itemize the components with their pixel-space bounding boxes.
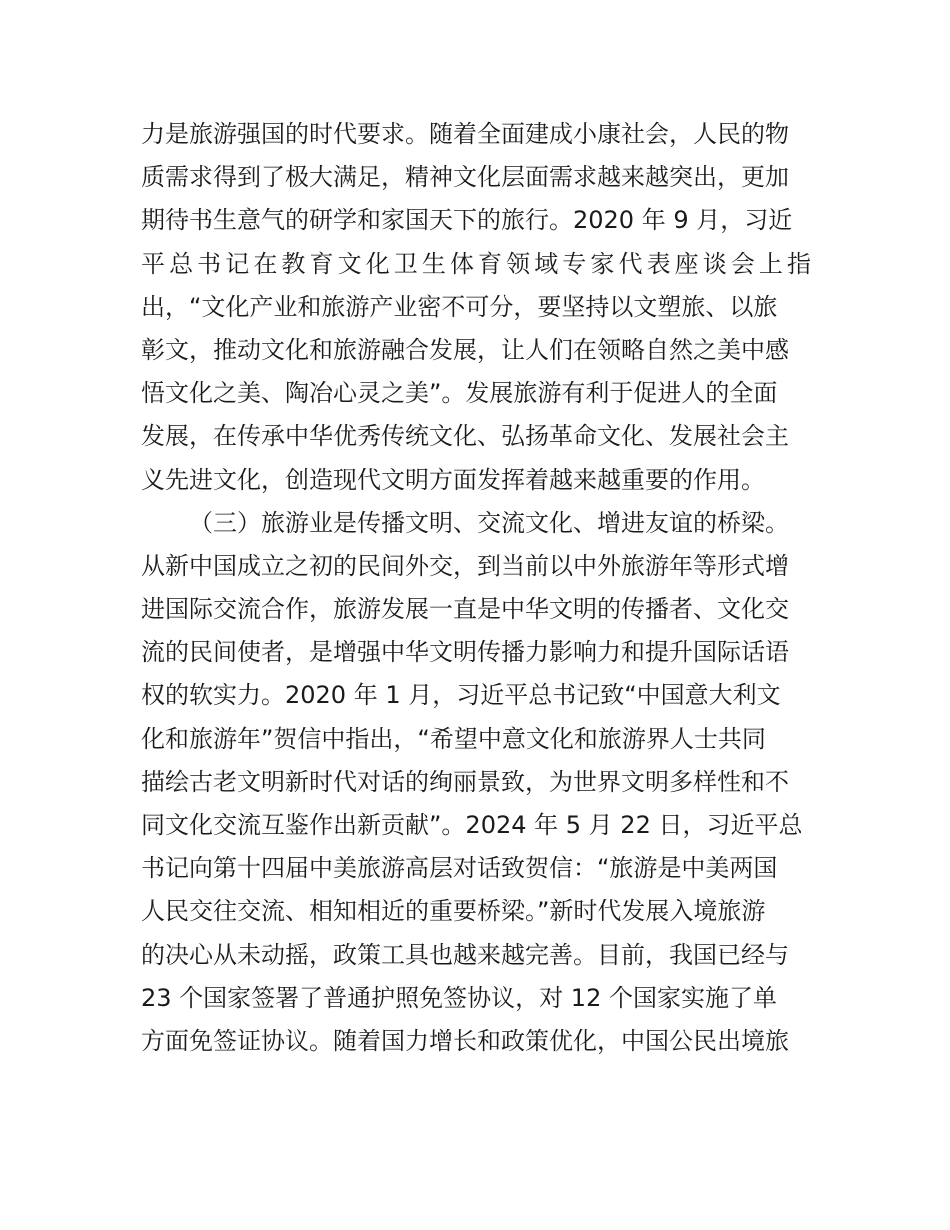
text-line: 期待书生意气的研学和家国天下的旅行。2020 年 9 月，习近 <box>141 206 793 235</box>
text-line: 悟文化之美、陶冶心灵之美”。发展旅游有利于促进人的全面 <box>141 379 778 408</box>
text-line: 的决心从未动摇，政策工具也越来越完善。目前，我国已经与 <box>141 940 789 969</box>
text-line: 平总书记在教育文化卫生体育领域专家代表座谈会上指 <box>141 249 811 278</box>
text-line: 人民交往交流、相知相近的重要桥梁。”新时代发展入境旅游 <box>141 897 766 926</box>
text-line: 进国际交流合作，旅游发展一直是中华文明的传播者、文化交 <box>141 595 789 624</box>
text-line: 义先进文化，创造现代文明方面发挥着越来越重要的作用。 <box>141 465 765 494</box>
text-line: 描绘古老文明新时代对话的绚丽景致，为世界文明多样性和不 <box>141 767 789 796</box>
text-line: 从新中国成立之初的民间外交，到当前以中外旅游年等形式增 <box>141 551 789 580</box>
section-heading-line: （三）旅游业是传播文明、交流文化、增进友谊的桥梁。 <box>189 508 789 537</box>
text-line: 23 个国家签署了普通护照免签协议，对 12 个国家实施了单 <box>141 983 777 1012</box>
text-line: 书记向第十四届中美旅游高层对话致贺信：“旅游是中美两国 <box>141 854 778 883</box>
text-line: 化和旅游年”贺信中指出，“希望中意文化和旅游界人士共同 <box>141 724 766 753</box>
body-text <box>141 113 811 1063</box>
text-line: 流的民间使者，是增强中华文明传播力影响力和提升国际话语 <box>141 638 789 667</box>
text-line: 权的软实力。2020 年 1 月，习近平总书记致“中国意大利文 <box>141 681 781 710</box>
text-line: 质需求得到了极大满足，精神文化层面需求越来越突出，更加 <box>141 163 789 192</box>
text-line: 彰文，推动文化和旅游融合发展，让人们在领略自然之美中感 <box>141 335 789 364</box>
text-line: 出，“文化产业和旅游产业密不可分，要坚持以文塑旅、以旅 <box>141 292 778 321</box>
text-line: 发展，在传承中华优秀传统文化、弘扬革命文化、发展社会主 <box>141 422 789 451</box>
text-line: 方面免签证协议。随着国力增长和政策优化，中国公民出境旅 <box>141 1026 789 1055</box>
text-line: 力是旅游强国的时代要求。随着全面建成小康社会，人民的物 <box>141 120 789 148</box>
text-line: 同文化交流互鉴作出新贡献”。2024 年 5 月 22 日，习近平总 <box>141 811 803 839</box>
